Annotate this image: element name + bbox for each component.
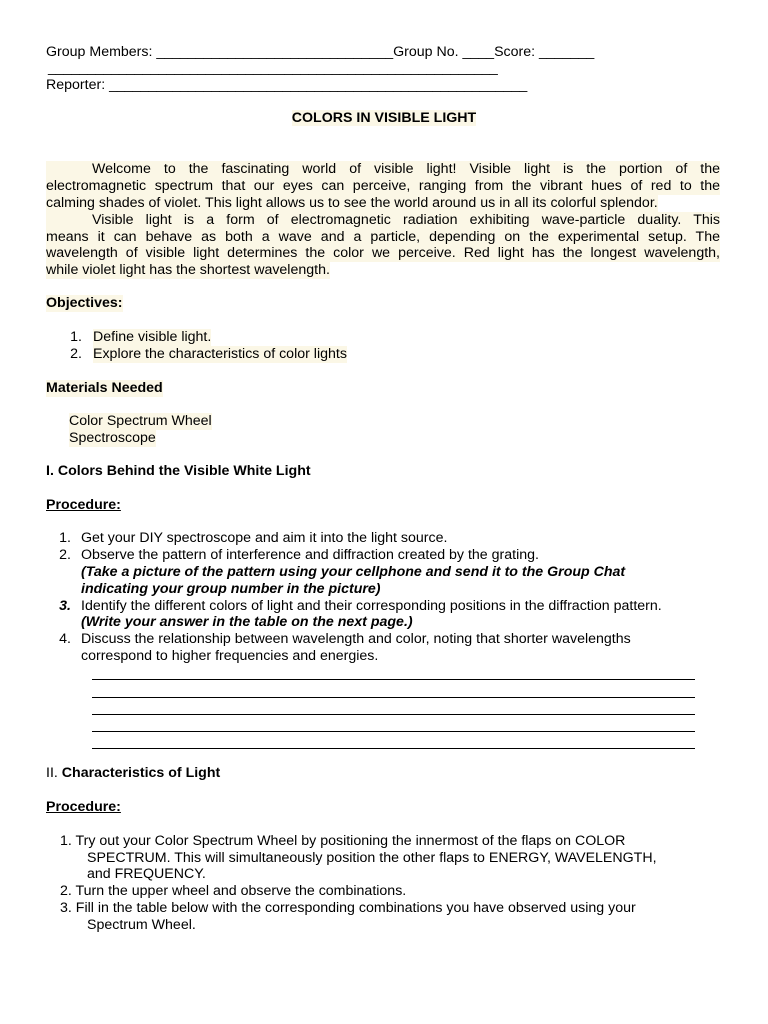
intro-p2-line-1: Visible light is a form of electromagnetic radiation exhibiting wave-particle duality. This: [46, 212, 720, 229]
intro-p2-line-4: while violet light has the shortest wavelength.: [46, 262, 330, 278]
step-text: 1. Try out your Color Spectrum Wheel by positioning the innermost of the flaps on COLOR: [60, 833, 626, 849]
step-number: 3.: [59, 598, 71, 614]
section-1-procedure-label: Procedure:: [46, 497, 121, 513]
step-text: Observe the pattern of interference and diffraction created by the grating.: [81, 547, 539, 563]
section-1-heading: I. Colors Behind the Visible White Light: [46, 463, 311, 479]
intro-p1-line-3: calming shades of violet. This light allows us to see the world around us in all its colorful splendor.: [46, 195, 658, 211]
group-members-line-2[interactable]: _________________________________________________________: [48, 60, 498, 76]
intro-p2-line-2: means it can behave as both a wave and a particle, depending on the experimental setup. The: [46, 229, 720, 245]
step-text: 2. Turn the upper wheel and observe the combinations.: [60, 883, 407, 899]
step-text: and FREQUENCY.: [87, 866, 206, 882]
step-text: Spectrum Wheel.: [87, 917, 196, 933]
step-text: Identify the different colors of light and their corresponding positions in the diffraction pattern.: [81, 598, 662, 614]
objective-item: Explore the characteristics of color lights: [93, 346, 347, 362]
material-item: Color Spectrum Wheel: [69, 413, 212, 429]
step-number: 4.: [59, 631, 71, 647]
answer-line[interactable]: [92, 697, 695, 698]
step-text: 3. Fill in the table below with the corresponding combinations you have observed using your: [60, 900, 636, 916]
step-number: 2.: [59, 547, 71, 563]
step-text: Discuss the relationship between wavelength and color, noting that shorter wavelengths: [81, 631, 631, 647]
objectives-heading: Objectives:: [46, 295, 123, 311]
objective-number: 2.: [70, 346, 82, 362]
objective-item: Define visible light.: [93, 329, 212, 345]
step-text: SPECTRUM. This will simultaneously position the other flaps to ENERGY, WAVELENGTH,: [87, 850, 657, 866]
section-2-procedure-label: Procedure:: [46, 799, 121, 815]
materials-heading: Materials Needed: [46, 380, 163, 396]
page-title: COLORS IN VISIBLE LIGHT: [291, 110, 477, 126]
step-note: (Write your answer in the table on the next page.): [81, 614, 413, 630]
score-field[interactable]: Score: _______: [494, 44, 595, 60]
step-note: indicating your group number in the picture): [81, 581, 381, 597]
intro-p1-line-2: electromagnetic spectrum that our eyes can perceive, ranging from the vibrant hues of red to the: [46, 178, 720, 194]
answer-line[interactable]: [92, 714, 695, 715]
answer-line[interactable]: [92, 679, 695, 680]
group-no-field[interactable]: Group No. ____: [393, 44, 495, 60]
step-text: Get your DIY spectroscope and aim it into the light source.: [81, 530, 448, 546]
header-row: [46, 44, 594, 61]
answer-line[interactable]: [92, 748, 695, 749]
group-members-field[interactable]: Group Members: ______________________________: [46, 44, 394, 60]
intro-p1-line-1: Welcome to the fascinating world of visible light! Visible light is the portion of the: [46, 161, 720, 178]
step-number: 1.: [59, 530, 71, 546]
answer-line[interactable]: [92, 731, 695, 732]
reporter-field[interactable]: Reporter: _____________________________________________________: [46, 77, 528, 93]
section-2-heading: II. Characteristics of Light: [46, 765, 221, 781]
step-text: correspond to higher frequencies and energies.: [81, 648, 379, 664]
material-item: Spectroscope: [69, 430, 156, 446]
step-note: (Take a picture of the pattern using your cellphone and send it to the Group Chat: [81, 564, 626, 580]
objective-number: 1.: [70, 329, 82, 345]
intro-p2-line-3: wavelength of visible light determines the color we perceive. Red light has the longest wavelength,: [46, 245, 720, 261]
